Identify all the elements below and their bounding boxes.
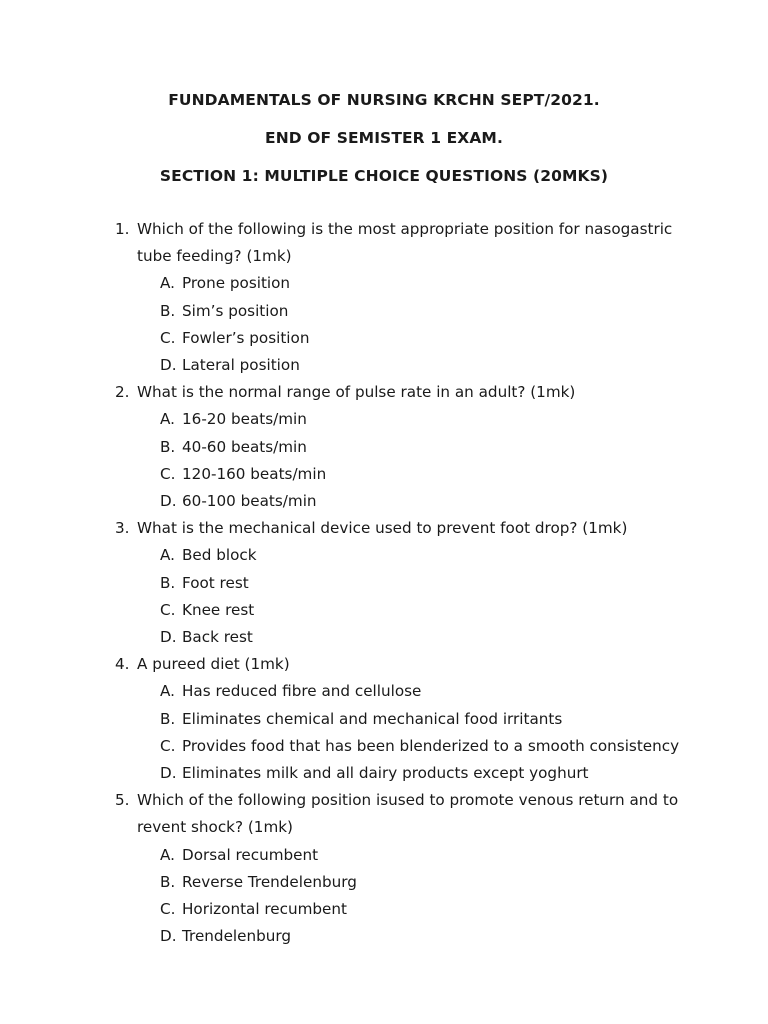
option-letter: B. <box>160 872 176 891</box>
question-line <box>115 515 710 542</box>
option-letter: A. <box>160 410 175 429</box>
option-text: Sim’s position <box>182 301 289 320</box>
option <box>160 542 710 569</box>
option-text: Provides food that has been blenderized to a smooth consistency <box>182 736 680 755</box>
option-letter: D. <box>160 492 177 511</box>
option-text: Horizontal recumbent <box>182 900 347 919</box>
option-text: 60-100 beats/min <box>182 492 317 511</box>
option-letter: A. <box>160 274 175 293</box>
option-text: Prone position <box>182 274 291 293</box>
option-text: 120-160 beats/min <box>182 464 327 483</box>
option <box>160 624 710 651</box>
option-letter: C. <box>160 464 176 483</box>
option <box>160 896 710 923</box>
option <box>160 298 710 325</box>
question-line <box>115 651 710 678</box>
option <box>160 923 710 950</box>
option-list <box>115 270 710 379</box>
option <box>160 678 710 705</box>
option-letter: C. <box>160 900 176 919</box>
option-text: Eliminates chemical and mechanical food irritants <box>182 709 563 728</box>
option-text: Reverse Trendelenburg <box>182 872 357 891</box>
question <box>115 787 710 950</box>
question-number: 4. <box>115 655 130 674</box>
option-list <box>115 406 710 515</box>
option-letter: B. <box>160 437 176 456</box>
option <box>160 733 710 760</box>
question-text: What is the normal range of pulse rate in an adult? (1mk) <box>137 383 576 402</box>
question-text: A pureed diet (1mk) <box>137 655 290 674</box>
document-title: FUNDAMENTALS OF NURSING KRCHN SEPT/2021. <box>168 91 600 109</box>
option <box>160 406 710 433</box>
question-list <box>0 204 768 950</box>
question-text: Which of the following position isused to promote venous return and to revent shock? (1mk) <box>137 791 679 837</box>
option <box>160 488 710 515</box>
option-list <box>115 678 710 787</box>
question <box>115 379 710 515</box>
option-letter: B. <box>160 573 176 592</box>
document-header <box>0 0 768 186</box>
option <box>160 325 710 352</box>
question <box>115 515 710 651</box>
option-text: Has reduced fibre and cellulose <box>182 682 422 701</box>
option-text: Lateral position <box>182 356 300 375</box>
option-text: Bed block <box>182 546 257 565</box>
question <box>115 651 710 787</box>
option-letter: C. <box>160 328 176 347</box>
option <box>160 434 710 461</box>
option <box>160 270 710 297</box>
question-line <box>115 216 710 270</box>
option <box>160 352 710 379</box>
question-text: Which of the following is the most appropriate position for nasogastric tube feeding? (1mk) <box>137 220 673 266</box>
option-text: Knee rest <box>182 600 255 619</box>
option-text: Trendelenburg <box>182 927 291 946</box>
option-list <box>115 842 710 951</box>
option-text: Eliminates milk and all dairy products except yoghurt <box>182 764 589 783</box>
question-number: 1. <box>115 220 130 238</box>
option-letter: A. <box>160 682 175 701</box>
option <box>160 869 710 896</box>
option-text: Fowler’s position <box>182 328 310 347</box>
option-text: Foot rest <box>182 573 249 592</box>
section-heading: SECTION 1: MULTIPLE CHOICE QUESTIONS (20MKS) <box>159 167 609 185</box>
document-subtitle: END OF SEMISTER 1 EXAM. <box>265 129 503 147</box>
option <box>160 760 710 787</box>
option <box>160 570 710 597</box>
option-letter: B. <box>160 301 176 320</box>
option-letter: D. <box>160 927 177 946</box>
option-letter: B. <box>160 709 176 728</box>
option <box>160 842 710 869</box>
question-line <box>115 787 710 841</box>
option <box>160 461 710 488</box>
option-letter: C. <box>160 600 176 619</box>
question-number: 3. <box>115 519 130 538</box>
option-letter: A. <box>160 845 175 864</box>
option-letter: D. <box>160 764 177 783</box>
option-text: Back rest <box>182 628 253 647</box>
question-number: 5. <box>115 791 130 810</box>
question-number: 2. <box>115 383 130 402</box>
option <box>160 597 710 624</box>
option <box>160 706 710 733</box>
option-letter: C. <box>160 736 176 755</box>
option-letter: A. <box>160 546 175 565</box>
option-letter: D. <box>160 356 177 375</box>
question-text: What is the mechanical device used to prevent foot drop? (1mk) <box>137 519 628 538</box>
question <box>115 216 710 379</box>
option-letter: D. <box>160 628 177 647</box>
option-list <box>115 542 710 651</box>
option-text: Dorsal recumbent <box>182 845 319 864</box>
question-line <box>115 379 710 406</box>
option-text: 40-60 beats/min <box>182 437 307 456</box>
option-text: 16-20 beats/min <box>182 410 307 429</box>
